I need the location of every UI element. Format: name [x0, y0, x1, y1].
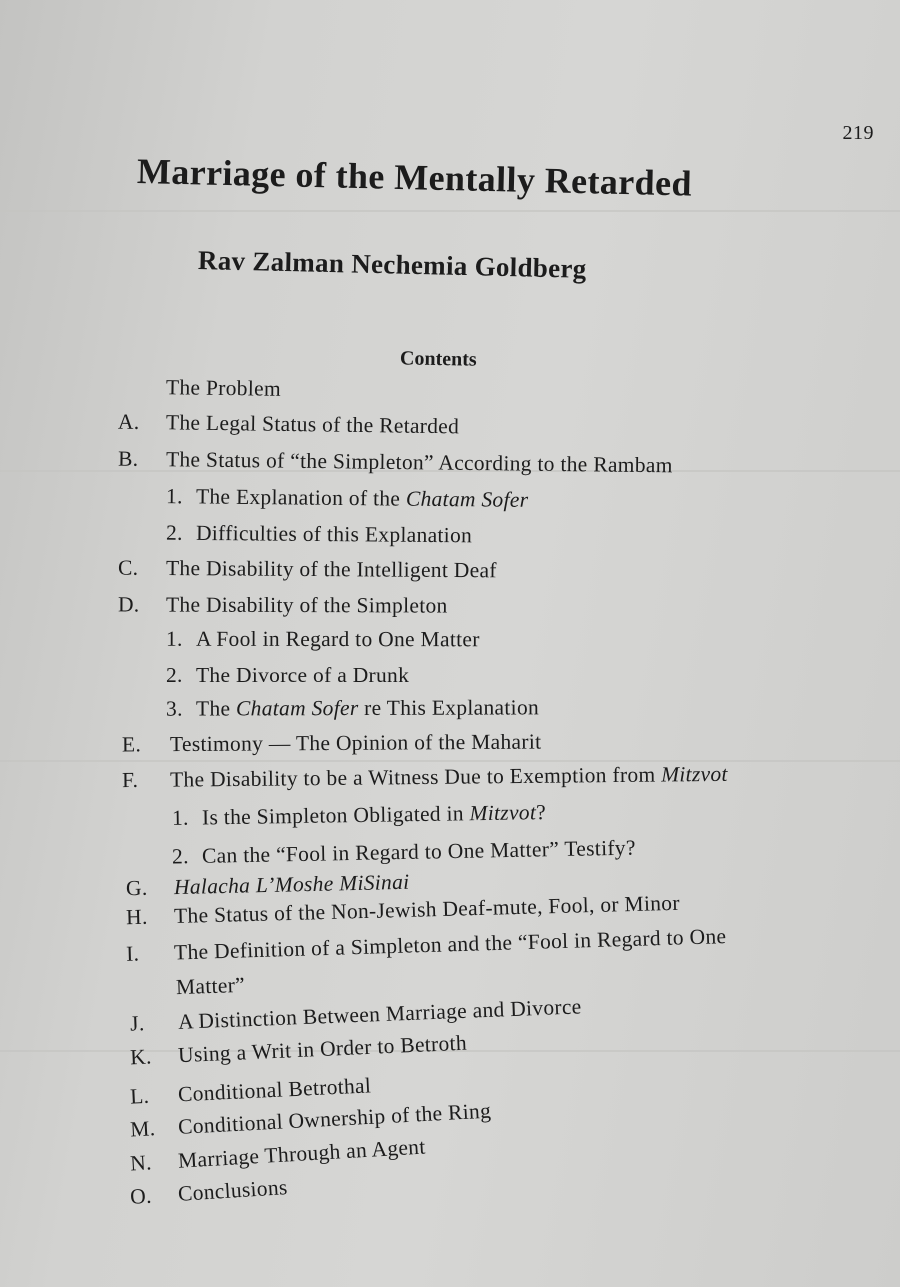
toc-subentry: 1. A Fool in Regard to One Matter	[165, 626, 480, 652]
toc-entry: I. The Definition of a Simpleton and the “Fool in Regard to One	[125, 924, 727, 966]
toc-subentry: 2. The Divorce of a Drunk	[166, 663, 410, 687]
toc-subentry: 2. Difficulties of this Explanation	[165, 520, 473, 548]
toc-subentry: 1. Is the Simpleton Obligated in Mitzvot?	[171, 800, 547, 830]
toc-entry: C. The Disability of the Intelligent Deaf	[117, 555, 497, 583]
toc-entry: E. Testimony — The Opinion of the Maharit	[121, 729, 542, 757]
toc-entry: A. The Legal Status of the Retarded	[117, 409, 460, 439]
toc-entry: B. The Status of “the Simpleton” According to the Rambam	[117, 446, 673, 478]
contents-heading: Contents	[399, 347, 477, 371]
author-name: Rav Zalman Nechemia Goldberg	[197, 245, 587, 284]
toc-entry: J. A Distinction Between Marriage and Divorce	[129, 994, 582, 1036]
toc-entry: D. The Disability of the Simpleton	[117, 592, 448, 618]
toc-entry: M. Conditional Ownership of the Ring	[129, 1098, 492, 1142]
toc-entry: F. The Disability to be a Witness Due to Exemption from Mitzvot	[121, 761, 728, 793]
toc-entry: O. Conclusions	[129, 1175, 289, 1209]
toc-subentry: 3. The Chatam Sofer re This Explanation	[165, 695, 540, 721]
chapter-title: Marriage of the Mentally Retarded	[136, 151, 693, 204]
toc-entry: N. Marriage Through an Agent	[129, 1134, 427, 1176]
page-number: 219	[842, 122, 874, 144]
toc-entry: L. Conditional Betrothal	[129, 1073, 372, 1109]
toc-entry: H. The Status of the Non-Jewish Deaf-mute, Fool, or Minor	[125, 890, 681, 930]
toc-subentry: 2. Can the “Fool in Regard to One Matter” Testify?	[171, 835, 636, 869]
toc-entry: G. Halacha L’Moshe MiSinai	[125, 869, 410, 901]
toc-entry: K. Using a Writ in Order to Betroth	[129, 1030, 468, 1070]
toc-subentry: 1. The Explanation of the Chatam Sofer	[165, 484, 529, 512]
toc-entry: The Problem	[165, 375, 282, 401]
toc-entry: Matter”	[175, 972, 246, 1000]
